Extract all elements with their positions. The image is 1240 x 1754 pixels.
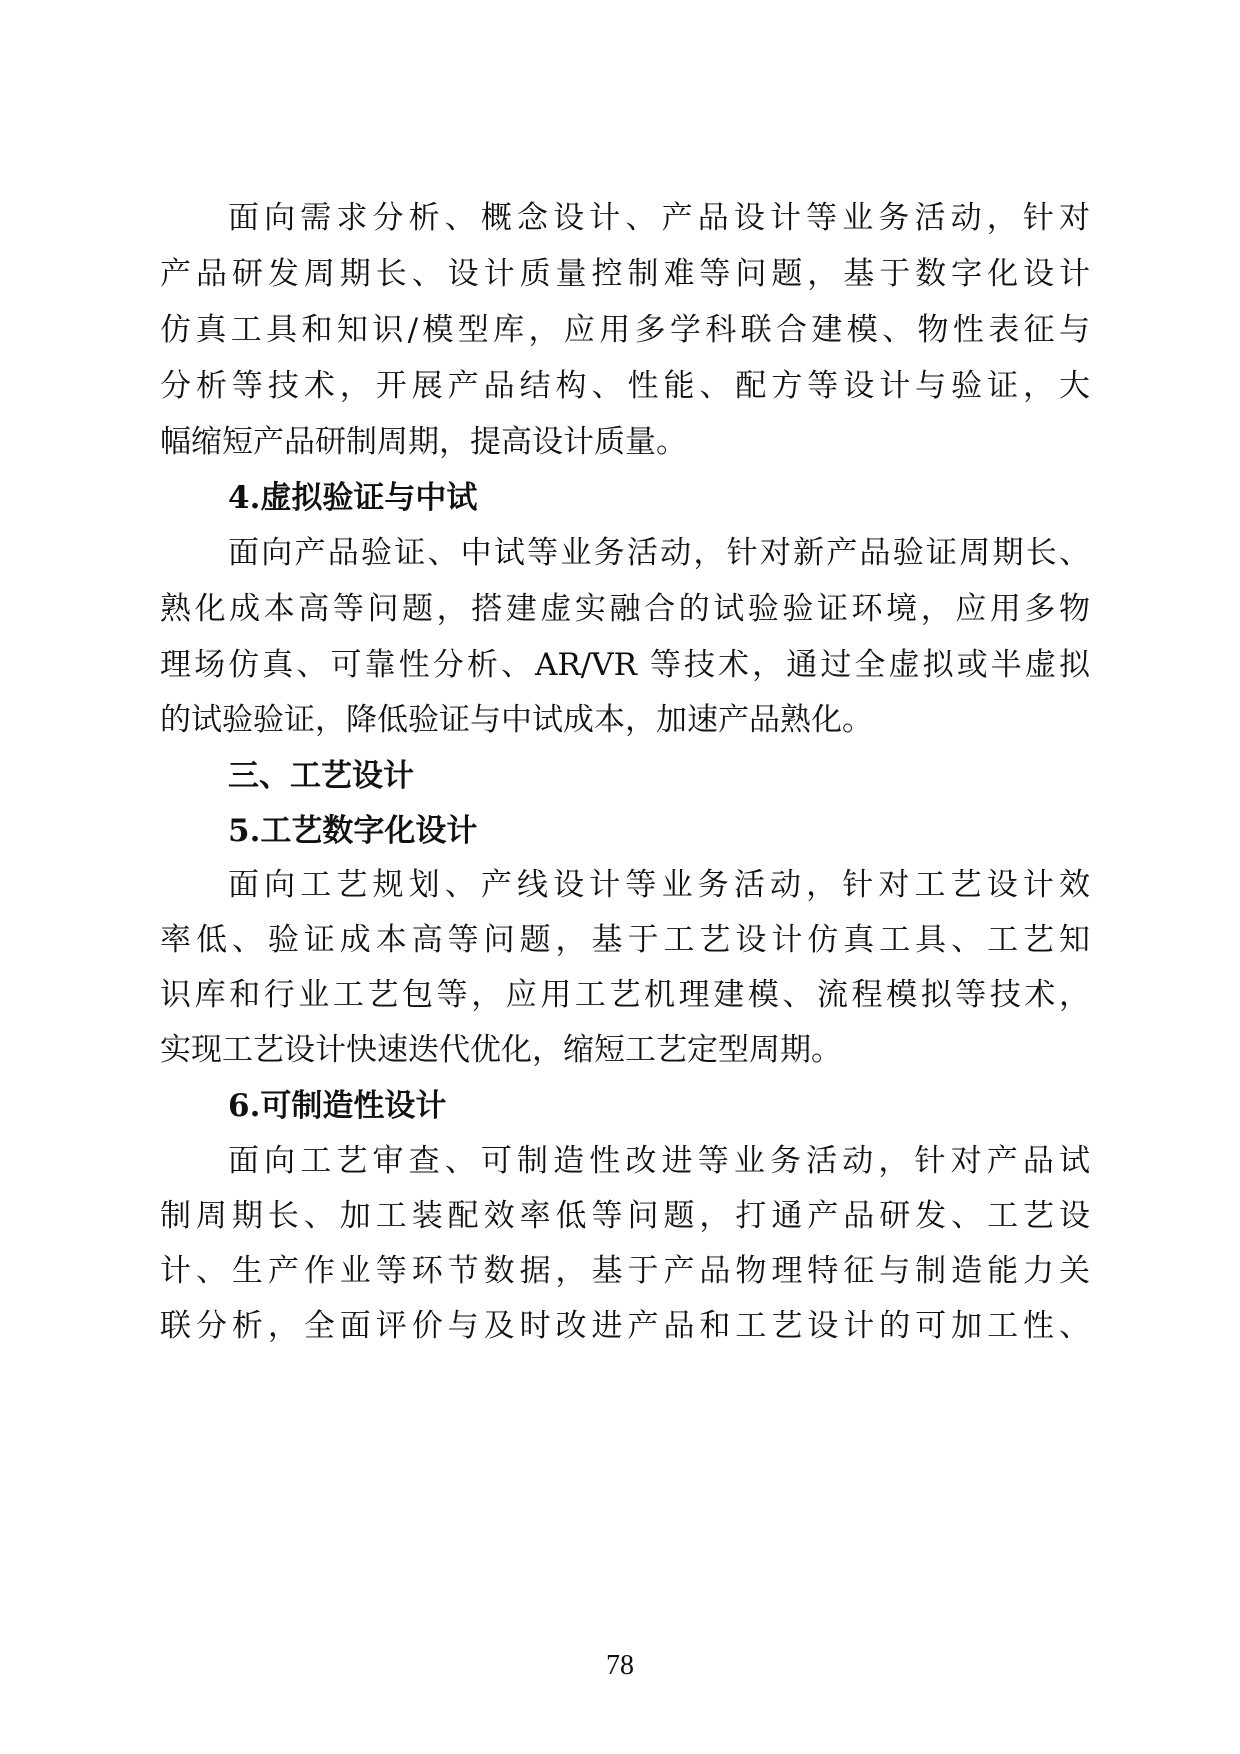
paragraph-line: 制周期长、加工装配效率低等问题，打通产品研发、工艺设: [160, 1198, 1090, 1234]
paragraph-line: 面向产品验证、中试等业务活动，针对新产品验证周期长、: [228, 535, 1090, 571]
paragraph-line: 面向工艺审查、可制造性改进等业务活动，针对产品试: [228, 1143, 1090, 1179]
section-heading: 4.虚拟验证与中试: [228, 480, 478, 516]
chapter-heading: 三、工艺设计: [228, 758, 414, 794]
page-number: 78: [606, 1650, 634, 1681]
paragraph-line: 实现工艺设计快速迭代优化，缩短工艺定型周期。: [160, 1032, 842, 1068]
paragraph-line: 分析等技术，开展产品结构、性能、配方等设计与验证，大: [160, 368, 1090, 404]
section-heading: 5.工艺数字化设计: [228, 813, 478, 849]
paragraph-line: 联分析，全面评价与及时改进产品和工艺设计的可加工性、: [160, 1308, 1090, 1344]
paragraph-line: 幅缩短产品研制周期，提高设计质量。: [160, 424, 687, 460]
paragraph-line: 仿真工具和知识/模型库，应用多学科联合建模、物性表征与: [160, 312, 1090, 348]
paragraph-line: 计、生产作业等环节数据，基于产品物理特征与制造能力关: [160, 1253, 1090, 1289]
paragraph-line: 产品研发周期长、设计质量控制难等问题，基于数字化设计: [160, 256, 1090, 292]
paragraph-line: 识库和行业工艺包等，应用工艺机理建模、流程模拟等技术，: [160, 977, 1090, 1013]
section-heading: 6.可制造性设计: [228, 1088, 447, 1124]
paragraph-line: 率低、验证成本高等问题，基于工艺设计仿真工具、工艺知: [160, 922, 1090, 958]
paragraph-line: 面向需求分析、概念设计、产品设计等业务活动，针对: [228, 200, 1090, 236]
paragraph-line: 的试验验证，降低验证与中试成本，加速产品熟化。: [160, 702, 873, 738]
paragraph-line: 理场仿真、可靠性分析、AR/VR 等技术，通过全虚拟或半虚拟: [160, 647, 1090, 683]
paragraph-line: 熟化成本高等问题，搭建虚实融合的试验验证环境，应用多物: [160, 591, 1090, 627]
paragraph-line: 面向工艺规划、产线设计等业务活动，针对工艺设计效: [228, 867, 1090, 903]
